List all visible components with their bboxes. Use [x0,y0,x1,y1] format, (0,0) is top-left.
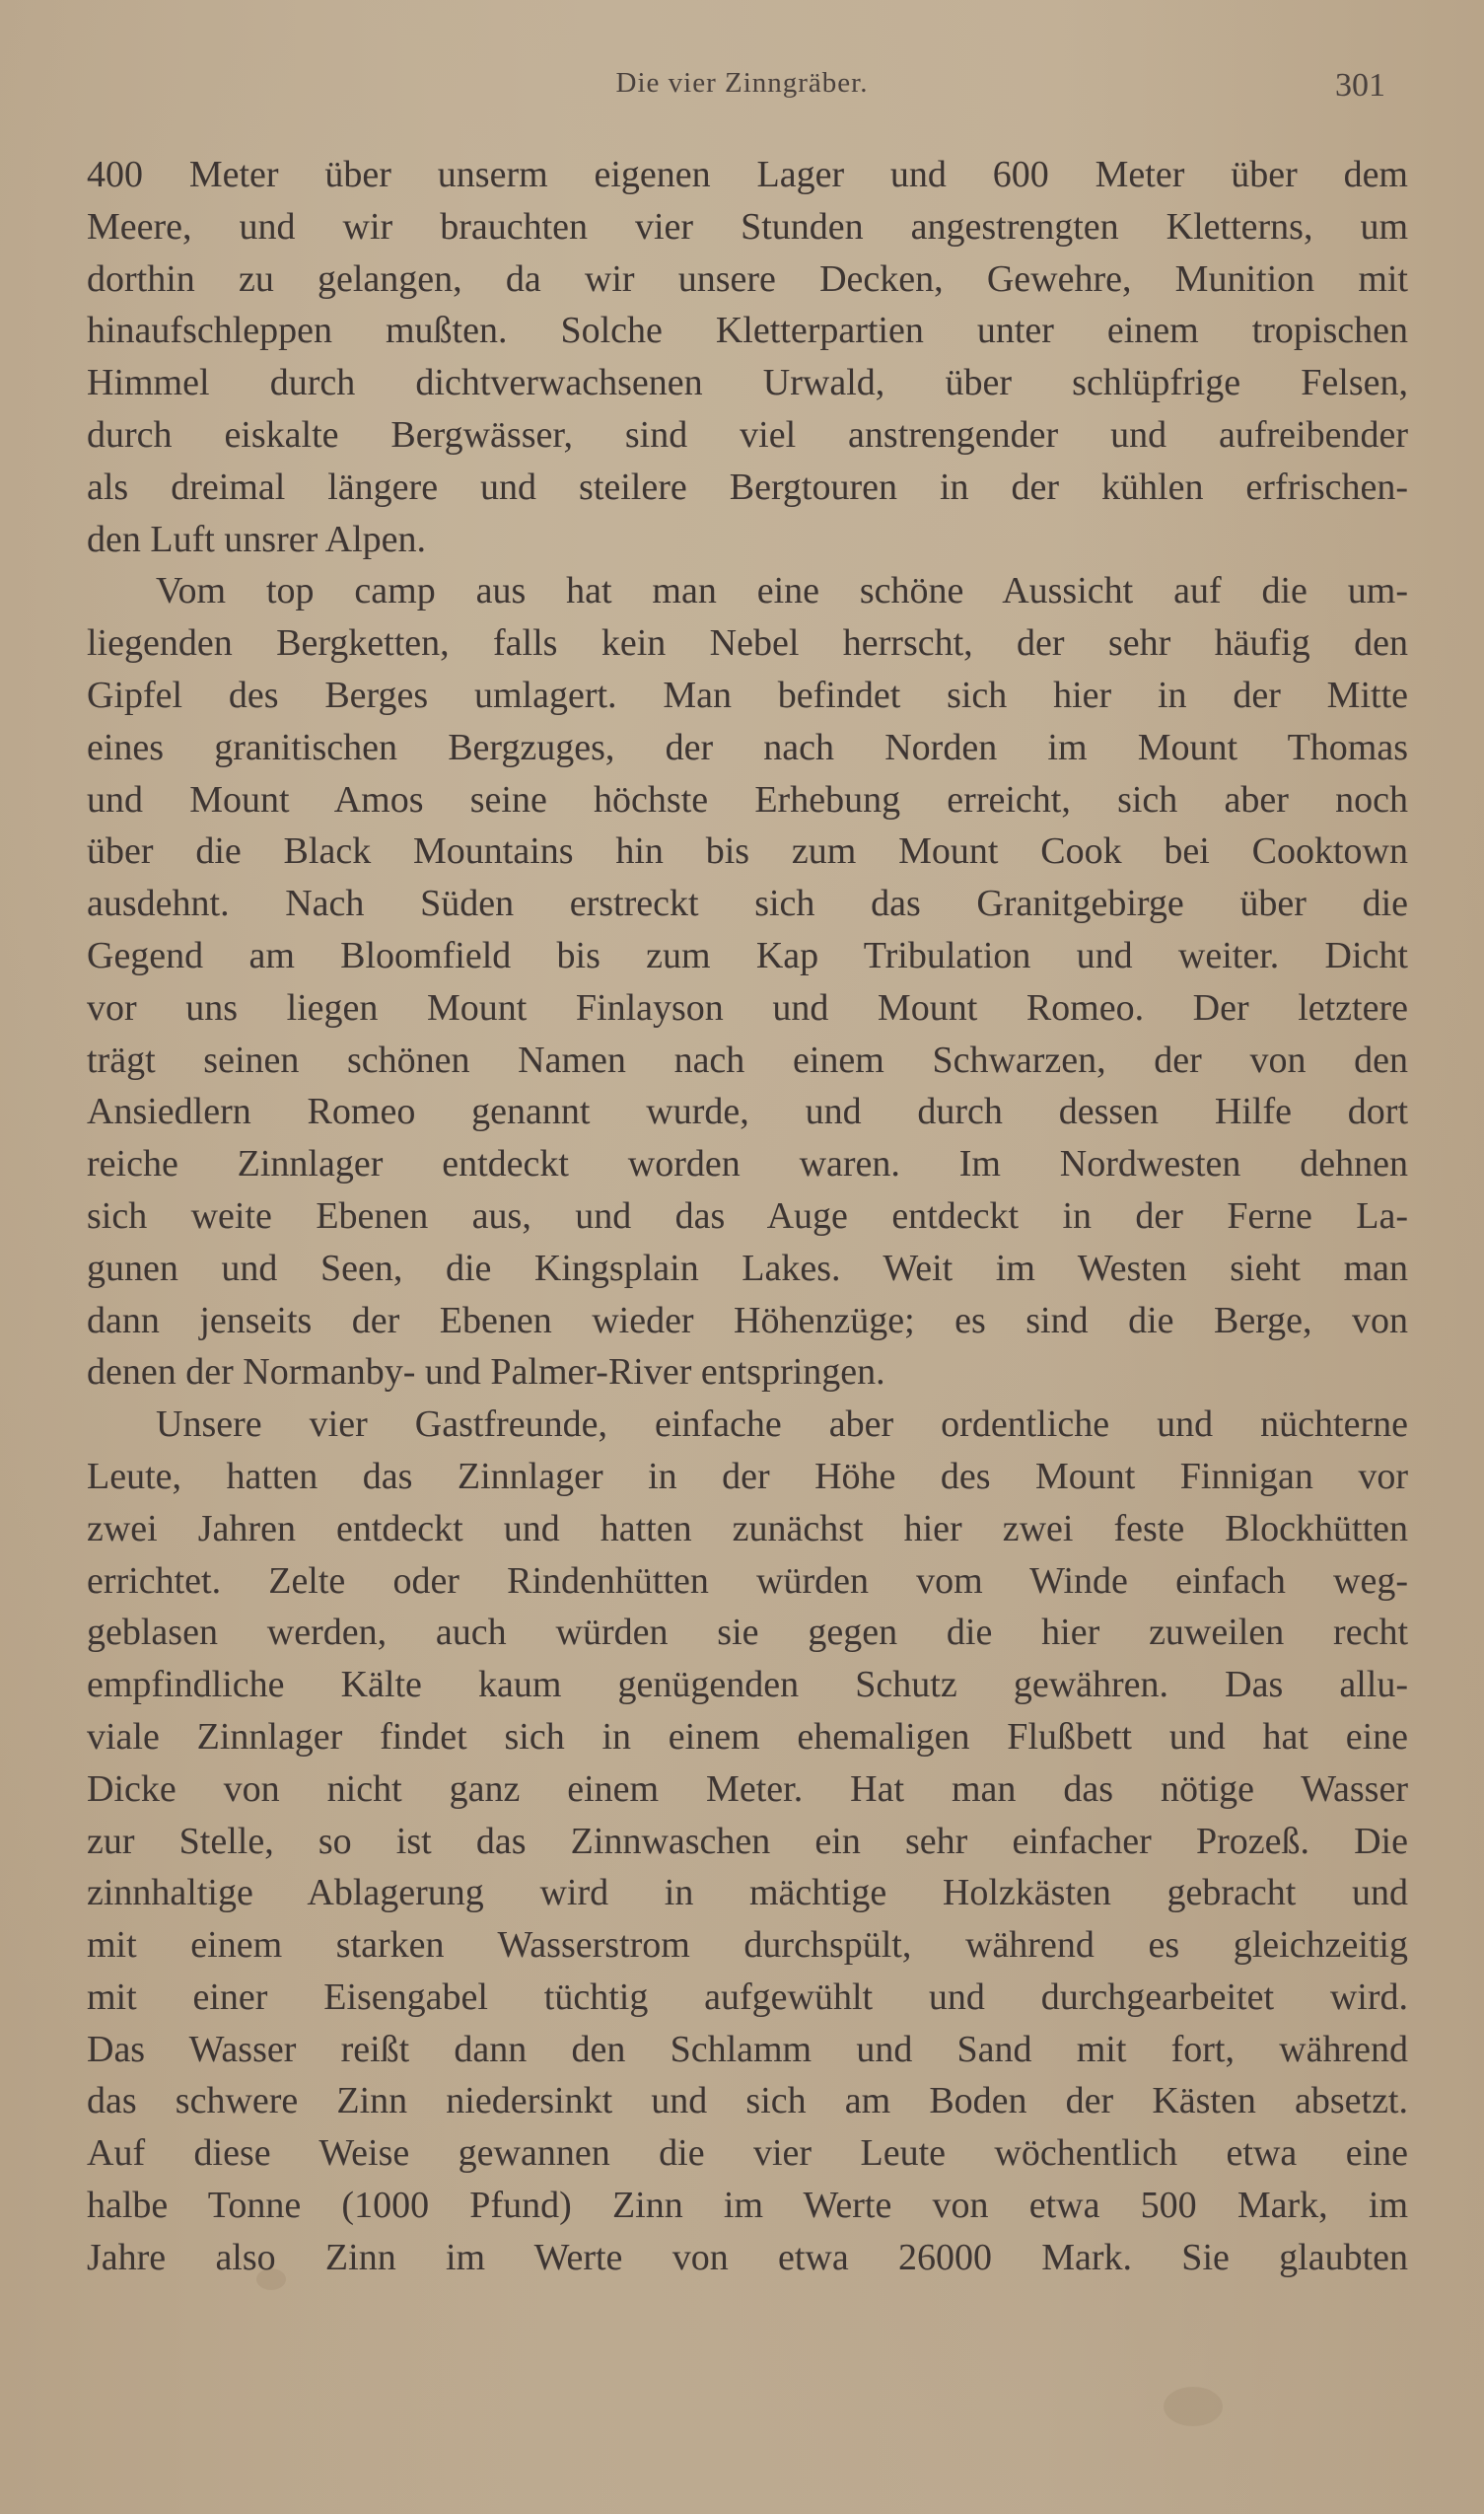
body-text [87,149,1408,2284]
paragraph-start-line: Unsere vier Gastfreunde, einfache aber ordentliche und nüchterne [156,1403,1408,1446]
text-line: und Mount Amos seine höchste Erhebung erreicht, sich aber noch [87,778,1408,821]
page-number: 301 [1335,67,1385,104]
text-line: dann jenseits der Ebenen wieder Höhenzüge; es sind die Berge, von [87,1299,1408,1341]
text-line: zur Stelle, so ist das Zinnwaschen ein sehr einfacher Prozeß. Die [87,1820,1408,1862]
text-line: Auf diese Weise gewannen die vier Leute wöchentlich etwa eine [87,2132,1408,2175]
text-line: empfindliche Kälte kaum genügenden Schutz gewähren. Das allu- [87,1664,1408,1706]
text-line: gunen und Seen, die Kingsplain Lakes. Weit im Westen sieht man [87,1247,1408,1289]
text-line: Himmel durch dichtverwachsenen Urwald, über schlüpfrige Felsen, [87,362,1408,404]
text-line: halbe Tonne (1000 Pfund) Zinn im Werte von etwa 500 Mark, im [87,2185,1408,2227]
paragraph-end-line: den Luft unsrer Alpen. [87,518,427,560]
paragraph-end-line: denen der Normanby- und Palmer-River entspringen. [87,1351,885,1394]
text-line: Das Wasser reißt dann den Schlamm und Sand mit fort, während [87,2028,1408,2070]
text-line: viale Zinnlager findet sich in einem ehemaligen Flußbett und hat eine [87,1715,1408,1758]
text-line: mit einem starken Wasserstrom durchspült, während es gleichzeitig [87,1924,1408,1967]
text-line: eines granitischen Bergzuges, der nach Norden im Mount Thomas [87,726,1408,768]
text-line: errichtet. Zelte oder Rindenhütten würden vom Winde einfach weg- [87,1559,1408,1602]
text-line: als dreimal längere und steilere Bergtouren in der kühlen erfrischen- [87,466,1408,508]
text-line: zinnhaltige Ablagerung wird in mächtige Holzkästen gebracht und [87,1872,1408,1914]
text-line: dorthin zu gelangen, da wir unsere Decken, Gewehre, Munition mit [87,257,1408,300]
text-line: liegenden Bergketten, falls kein Nebel herrscht, der sehr häufig den [87,622,1408,665]
text-line: das schwere Zinn niedersinkt und sich am Boden der Kästen absetzt. [87,2080,1408,2122]
text-line: sich weite Ebenen aus, und das Auge entdeckt in der Ferne La- [87,1194,1408,1237]
text-line: geblasen werden, auch würden sie gegen die hier zuweilen recht [87,1612,1408,1654]
text-line: ausdehnt. Nach Süden erstreckt sich das Granitgebirge über die [87,883,1408,925]
text-line: hinaufschleppen mußten. Solche Kletterpartien unter einem tropischen [87,310,1408,352]
paper-stain [1164,2387,1223,2426]
running-title: Die vier Zinngräber. [615,67,869,99]
text-line: zwei Jahren entdeckt und hatten zunächst hier zwei feste Blockhütten [87,1507,1408,1549]
text-line: Jahre also Zinn im Werte von etwa 26000 Mark. Sie glaubten [87,2236,1408,2278]
text-line: vor uns liegen Mount Finlayson und Mount Romeo. Der letztere [87,986,1408,1029]
text-line: über die Black Mountains hin bis zum Mount Cook bei Cooktown [87,830,1408,873]
text-line: reiche Zinnlager entdeckt worden waren. Im Nordwesten dehnen [87,1143,1408,1185]
text-line: Gegend am Bloomfield bis zum Kap Tribulation und weiter. Dicht [87,934,1408,976]
text-line: mit einer Eisengabel tüchtig aufgewühlt und durchgearbeitet wird. [87,1975,1408,2018]
text-line: trägt seinen schönen Namen nach einem Schwarzen, der von den [87,1039,1408,1081]
running-head [0,61,1484,110]
paragraph-start-line: Vom top camp aus hat man eine schöne Aussicht auf die um- [156,570,1408,612]
text-line: 400 Meter über unserm eigenen Lager und 600 Meter über dem [87,154,1408,195]
text-line: Meere, und wir brauchten vier Stunden angestrengten Kletterns, um [87,205,1408,248]
text-line: durch eiskalte Bergwässer, sind viel anstrengender und aufreibender [87,413,1408,456]
text-line: Ansiedlern Romeo genannt wurde, und durch dessen Hilfe dort [87,1091,1408,1133]
text-line: Gipfel des Berges umlagert. Man befindet sich hier in der Mitte [87,674,1408,716]
text-line: Dicke von nicht ganz einem Meter. Hat man das nötige Wasser [87,1767,1408,1810]
text-line: Leute, hatten das Zinnlager in der Höhe des Mount Finnigan vor [87,1455,1408,1497]
